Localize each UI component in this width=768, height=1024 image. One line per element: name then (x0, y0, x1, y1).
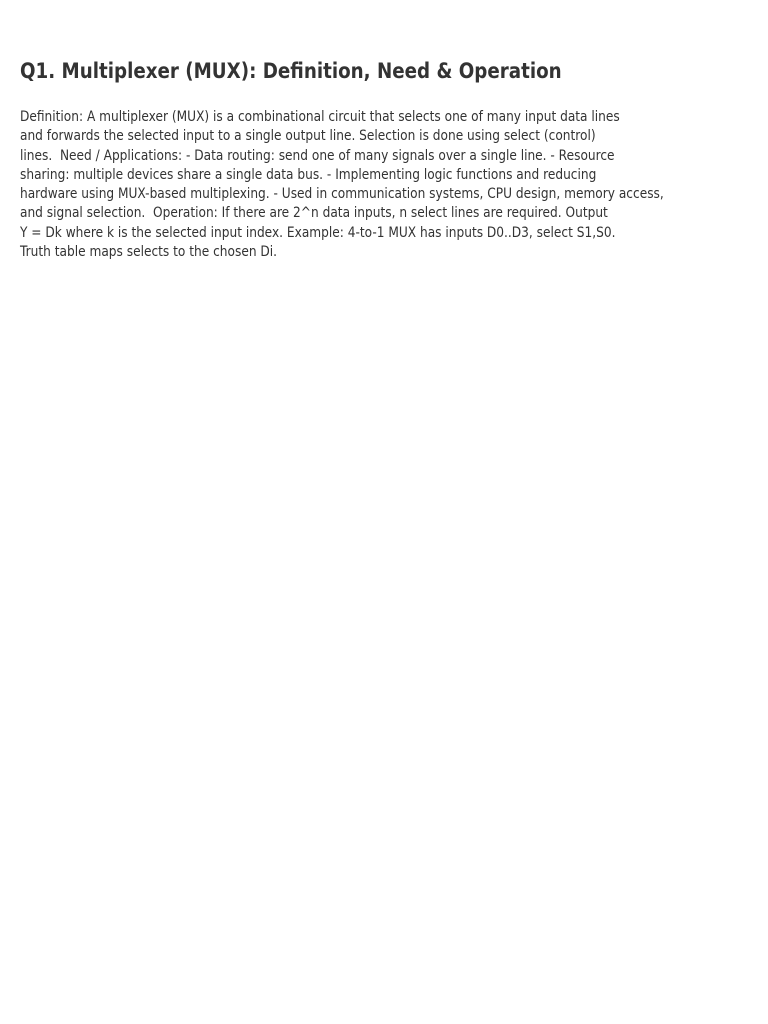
paragraph-line: lines. Need / Applications: - Data routing: send one of many signals over a single line. - Resource (20, 147, 615, 164)
paragraph-line: and signal selection. Operation: If there are 2^n data inputs, n select lines are required. Output (20, 205, 608, 222)
paragraph-line: Definition: A multiplexer (MUX) is a combinational circuit that selects one of many input data lines (20, 109, 620, 125)
paragraph-line: Y = Dk where k is the selected input index. Example: 4-to-1 MUX has inputs D0..D3, select S1,S0. (20, 224, 616, 241)
page-title: Q1. Multiplexer (MUX): Definition, Need & Operation (20, 59, 562, 83)
paragraph-line: hardware using MUX-based multiplexing. - Used in communication systems, CPU design, memory access, (20, 186, 664, 203)
paragraph-line: sharing: multiple devices share a single data bus. - Implementing logic functions and reducing (20, 166, 597, 183)
paragraph-line: and forwards the selected input to a single output line. Selection is done using select (control) (20, 128, 596, 145)
body-paragraph (20, 108, 768, 262)
paragraph-line: Truth table maps selects to the chosen Di. (20, 244, 278, 261)
